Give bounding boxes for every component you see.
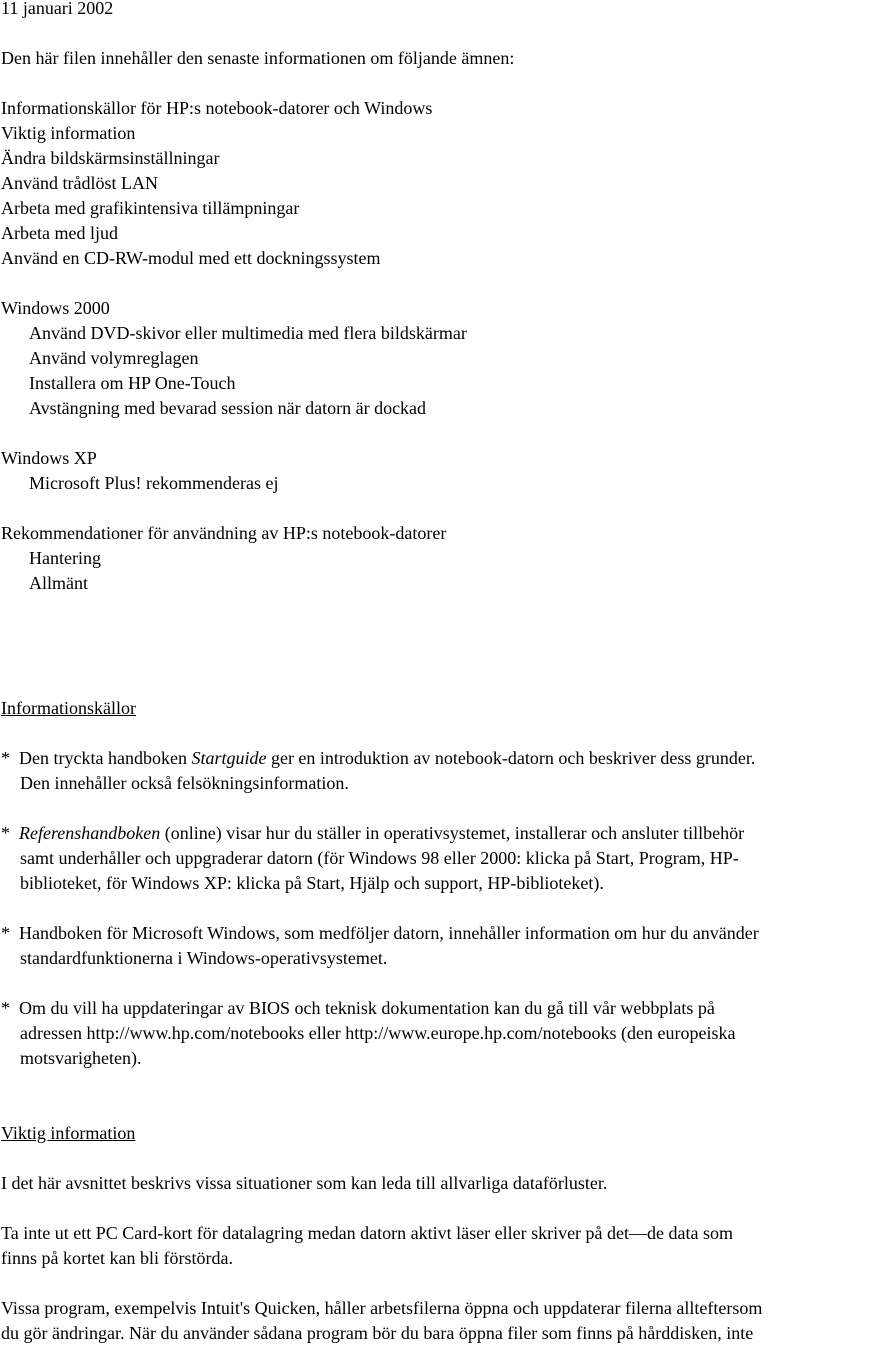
bullet-text: motsvarigheten). [20,1048,142,1068]
paragraph-line: finns på kortet kan bli förstörda. [1,1248,233,1268]
toc-item: Arbeta med grafikintensiva tillämpningar [1,198,300,218]
paragraph-line: Vissa program, exempelvis Intuit's Quicken, håller arbetsfilerna öppna och uppdaterar filerna allteftersom [1,1298,763,1318]
bullet-marker: * [1,923,10,943]
paragraph: I det här avsnittet beskrivs vissa situationer som kan leda till allvarliga dataförluster. [1,1173,608,1193]
bullet-text: biblioteket, för Windows XP: klicka på Start, Hjälp och support, HP-biblioteket). [20,873,604,893]
book-title: Startguide [191,748,267,768]
important-section [1,1121,895,1346]
document-page [1,0,895,1346]
bullet-text: Om du vill ha uppdateringar av BIOS och teknisk dokumentation kan du gå till vår webbplats på [19,998,715,1018]
toc-item: Använd trådlöst LAN [1,173,158,193]
toc-section-title: Windows 2000 [1,298,110,318]
toc-section-title: Rekommendationer för användning av HP:s notebook-datorer [1,523,447,543]
toc-windows-2000 [1,296,895,421]
bullet-item [1,921,895,971]
bullet-text: Handboken för Microsoft Windows, som medföljer datorn, innehåller information om hur du använder [19,923,759,943]
toc-item: Använd en CD-RW-modul med ett dockningssystem [1,248,381,268]
toc-general-list [1,96,895,271]
toc-section-title: Windows XP [1,448,97,468]
bullet-text: ger en introduktion av notebook-datorn och beskriver dess grunder. [266,748,756,768]
bullet-text: samt underhåller och uppgraderar datorn (för Windows 98 eller 2000: klicka på Start, Program, HP- [20,848,739,868]
bullet-marker: * [1,823,10,843]
document-date: 11 januari 2002 [1,0,114,18]
section-heading: Viktig information [1,1123,136,1143]
bullet-text: adressen http://www.hp.com/notebooks eller http://www.europe.hp.com/notebooks (den europeiska [20,1023,736,1043]
bullet-text: standardfunktionerna i Windows-operativsystemet. [20,948,388,968]
bullet-text: Den tryckta handboken [19,748,192,768]
paragraph-line: Ta inte ut ett PC Card-kort för datalagring medan datorn aktivt läser eller skriver på det—de data som [1,1223,734,1243]
toc-item: Viktig information [1,123,136,143]
toc-item: Arbeta med ljud [1,223,118,243]
bullet-item [1,996,895,1071]
bullet-marker: * [1,748,10,768]
bullet-marker: * [1,998,10,1018]
bullet-text: (online) visar hur du ställer in operativsystemet, installerar och ansluter tillbehör [160,823,745,843]
toc-subitem: Allmänt [29,573,88,593]
sources-section [1,696,895,1071]
section-heading: Informationskällor [1,698,136,718]
bullet-item [1,746,895,796]
toc-subitem: Avstängning med bevarad session när datorn är dockad [29,398,427,418]
toc-windows-xp [1,446,895,496]
book-title: Referenshandboken [19,823,161,843]
toc-subitem: Microsoft Plus! rekommenderas ej [29,473,279,493]
intro-text: Den här filen innehåller den senaste informationen om följande ämnen: [1,48,515,68]
toc-subitem: Använd DVD-skivor eller multimedia med flera bildskärmar [29,323,467,343]
bullet-text: Den innehåller också felsökningsinformation. [20,773,349,793]
paragraph-line: du gör ändringar. När du använder sådana program bör du bara öppna filer som finns på hårddisken, inte [1,1323,754,1343]
bullet-item [1,821,895,896]
toc-subitem: Hantering [29,548,101,568]
toc-recommendations [1,521,895,596]
toc-item: Informationskällor för HP:s notebook-datorer och Windows [1,98,433,118]
toc-subitem: Använd volymreglagen [29,348,199,368]
toc-item: Ändra bildskärmsinställningar [1,148,220,168]
toc-subitem: Installera om HP One-Touch [29,373,236,393]
